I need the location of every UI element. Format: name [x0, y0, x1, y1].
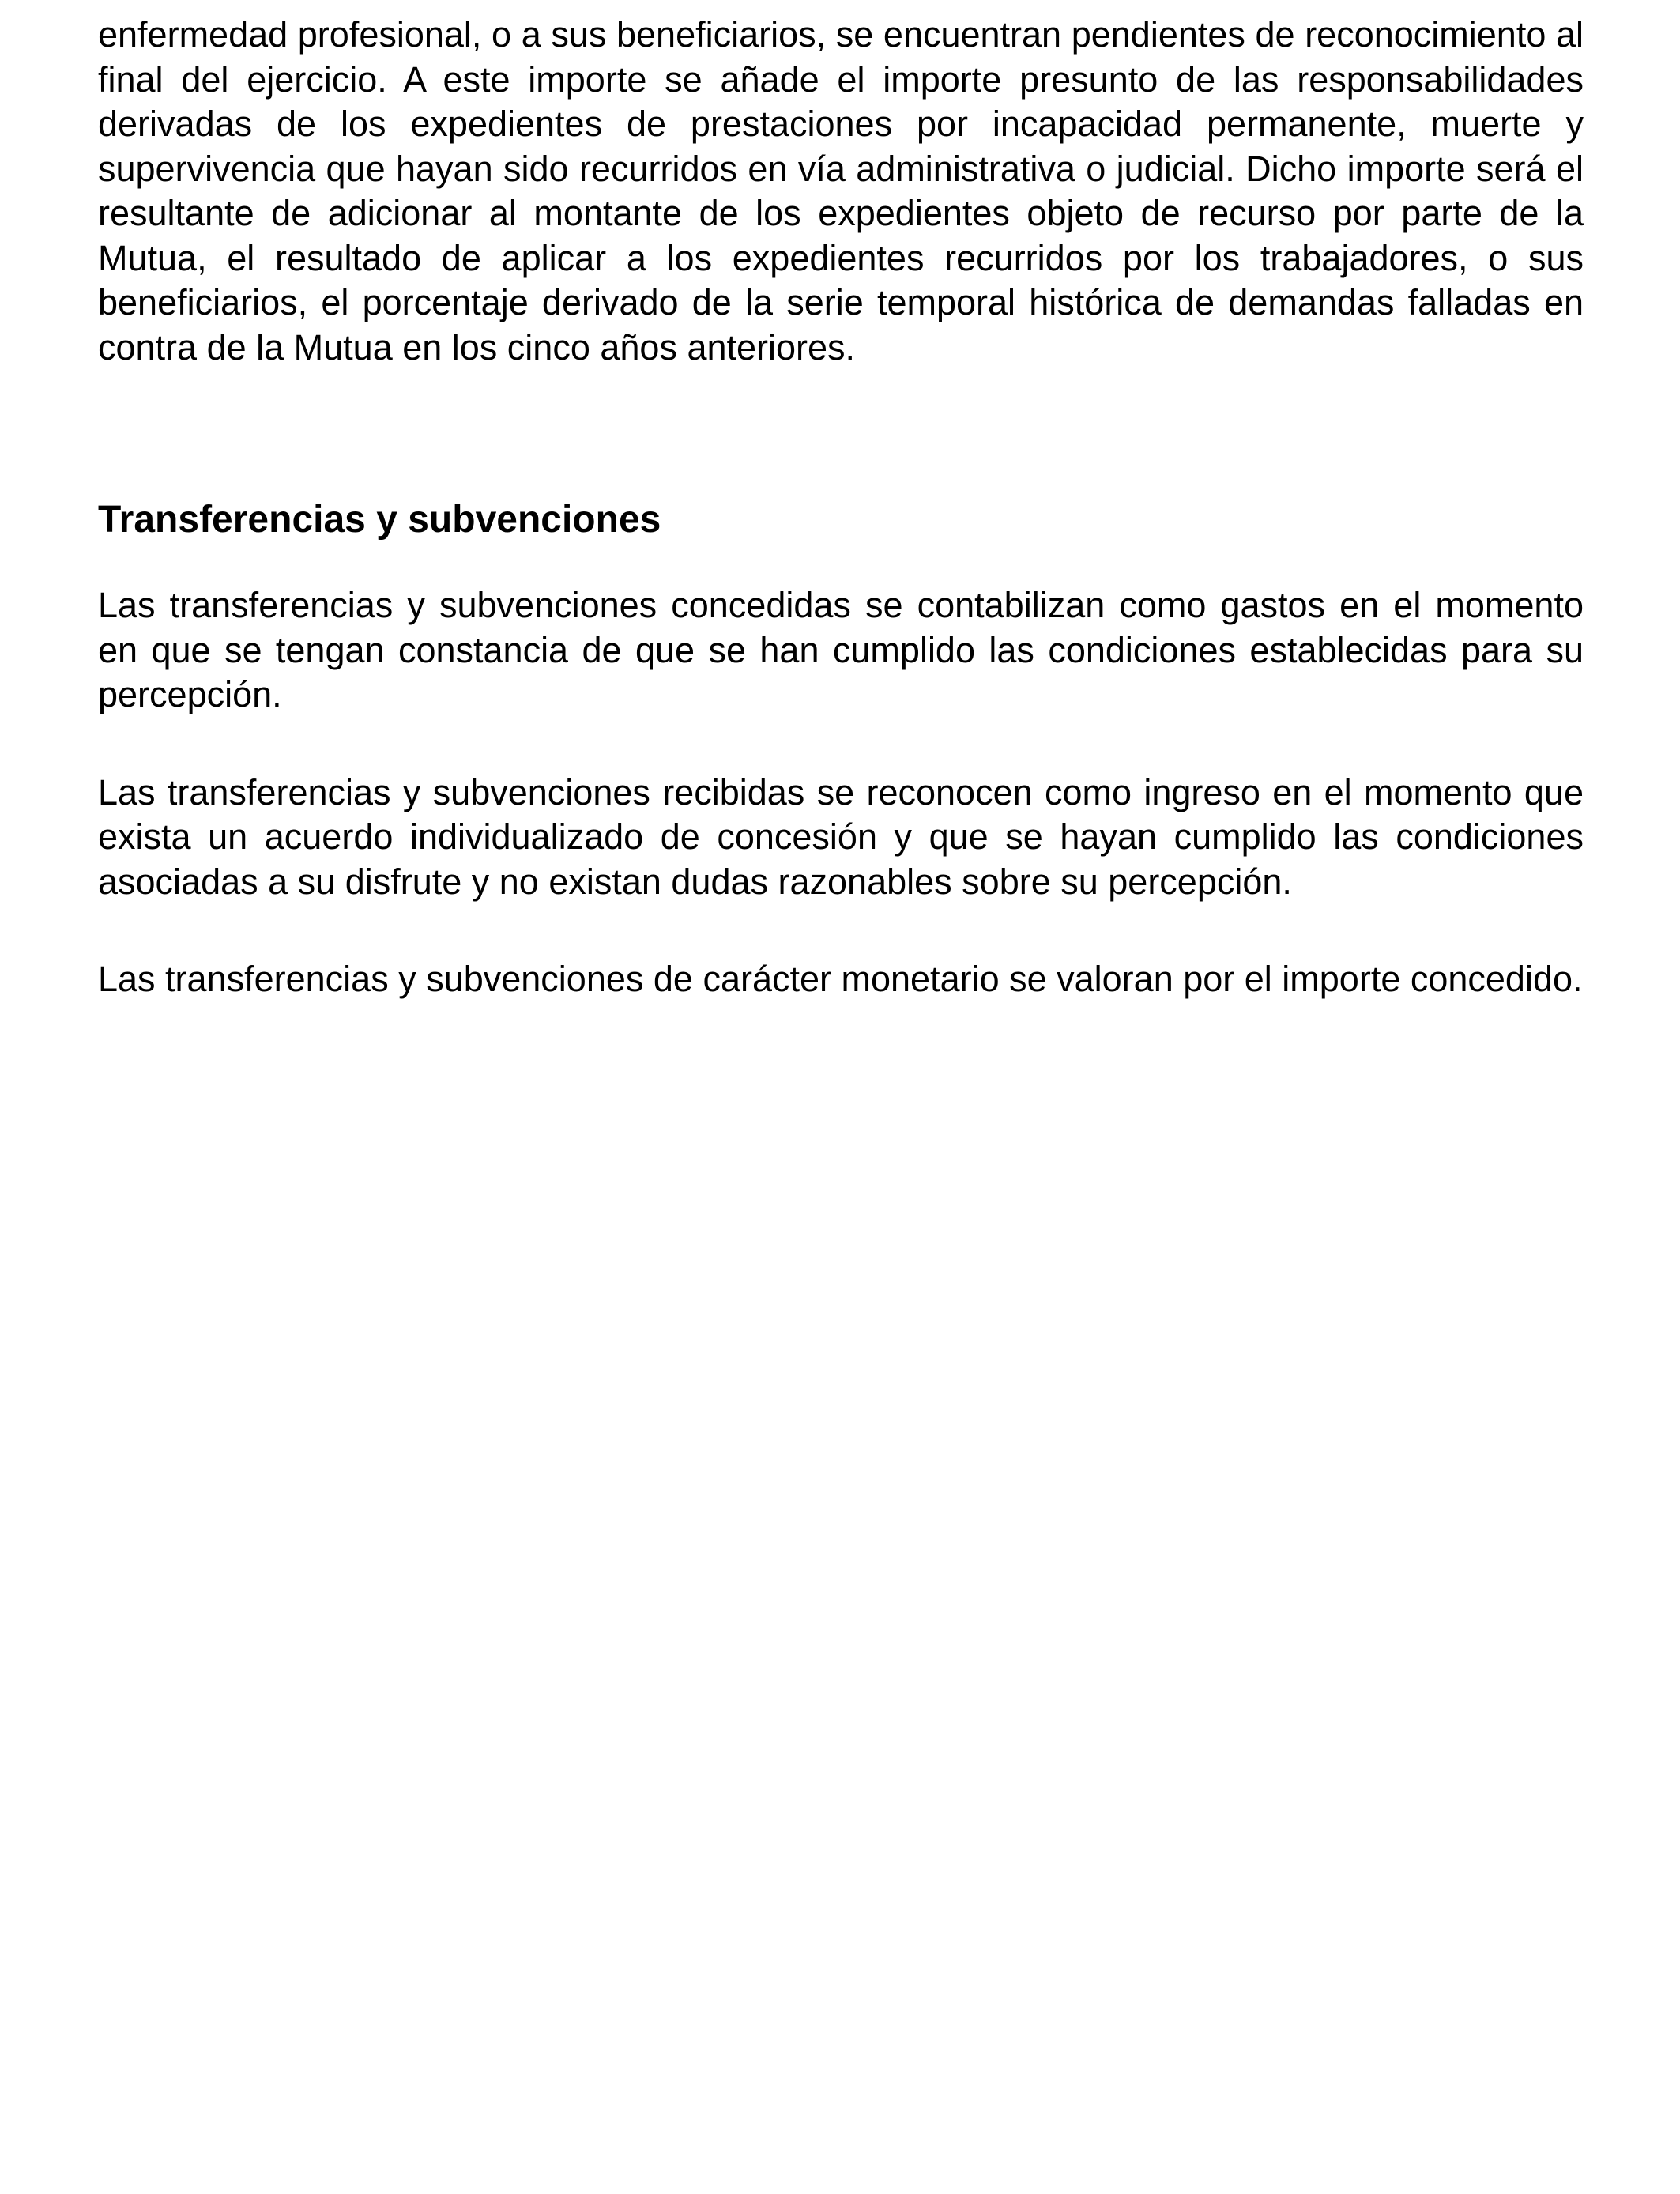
paragraph-monetario: Las transferencias y subvenciones de carácter monetario se valoran por el importe concedido. — [98, 959, 1583, 999]
section-heading: Transferencias y subvenciones — [98, 499, 661, 541]
document-body — [98, 13, 1584, 1002]
paragraph-concedidas: Las transferencias y subvenciones concedidas se contabilizan como gastos en el momento en que se tengan constancia de que se han cumplido las condiciones establecidas para su percepción. — [98, 585, 1584, 714]
paragraph-recibidas: Las transferencias y subvenciones recibidas se reconocen como ingreso en el momento que exista un acuerdo individualizado de concesión y que se hayan cumplido las condiciones asociadas a su disfrute y no existan dudas razonables sobre su percepción. — [98, 771, 1584, 902]
intro-paragraph: enfermedad profesional, o a sus beneficiarios, se encuentran pendientes de reconocimiento al final del ejercicio. A este importe se añade el importe presunto de las responsabilidades derivadas de los expedientes de prestaciones por incapacidad permanente, muerte y supervivencia que hayan sido recurridos en vía administrativa o judicial. Dicho importe será el resultante de adicionar al montante de los expedientes objeto de recurso por parte de la Mutua, el resultado de aplicar a los expedientes recurridos por los trabajadores, o sus beneficiarios, el porcentaje derivado de la serie temporal histórica de demandas falladas en contra de la Mutua en los cinco años anteriores. — [98, 14, 1584, 368]
